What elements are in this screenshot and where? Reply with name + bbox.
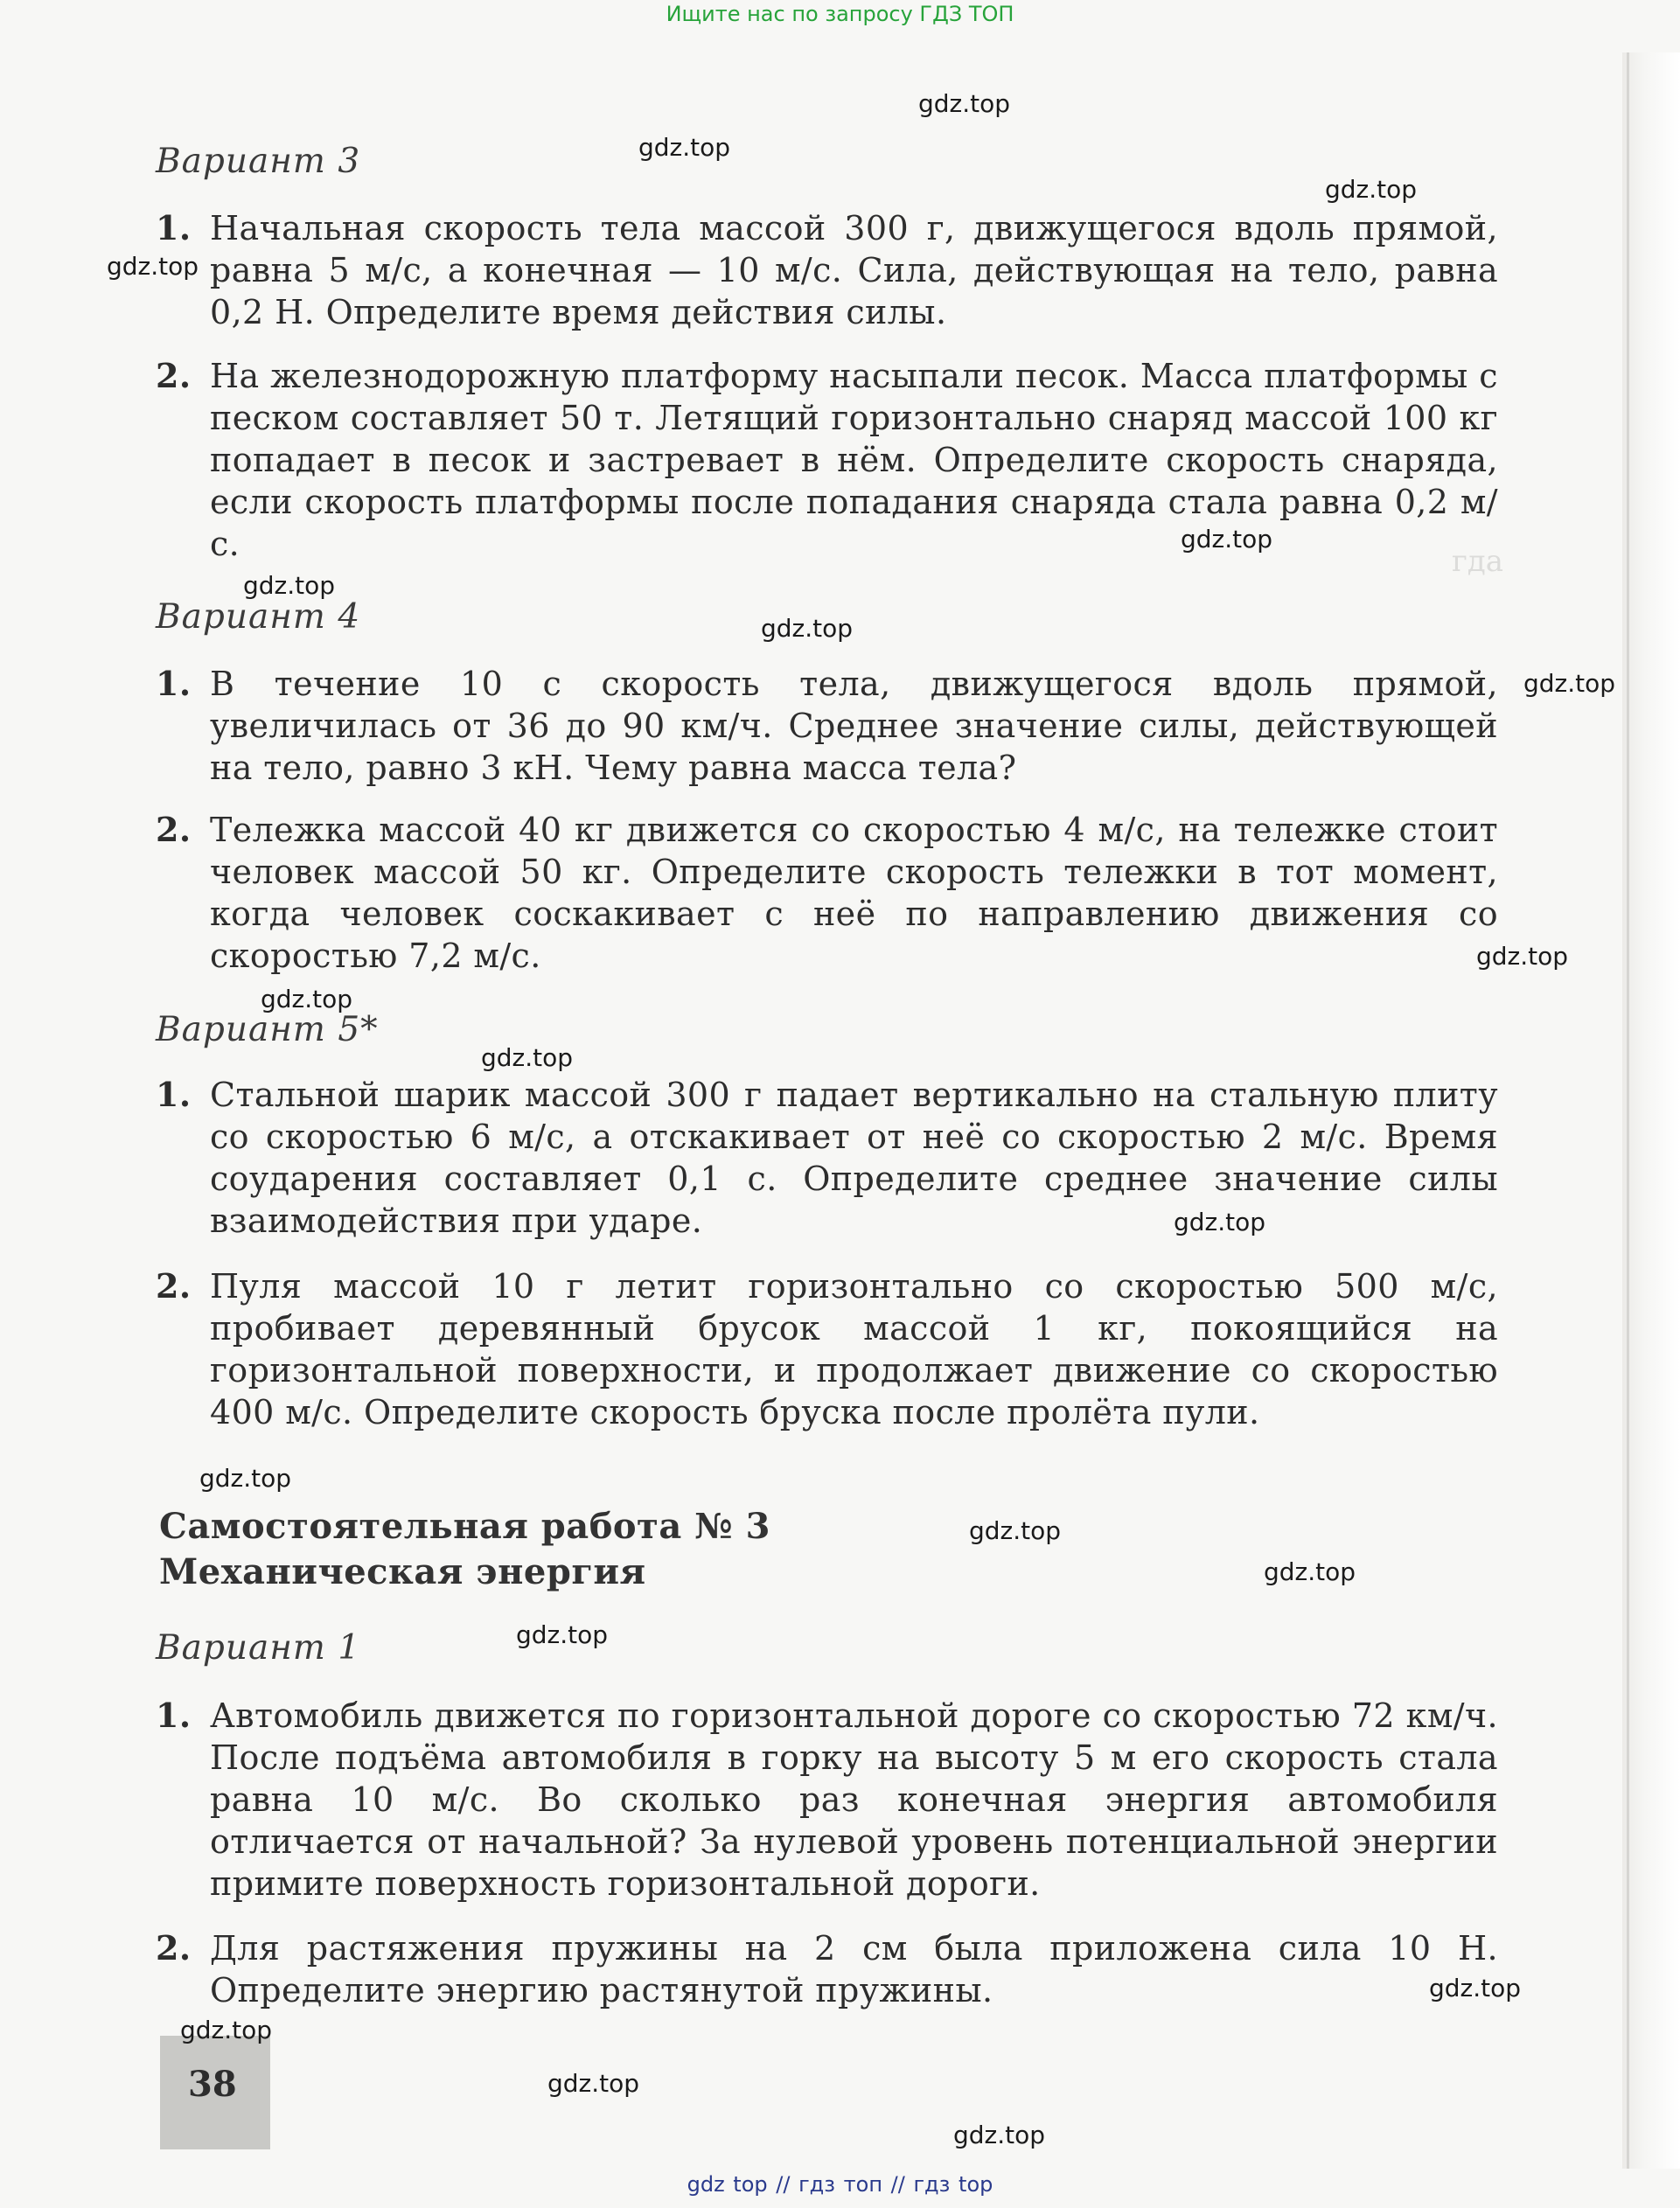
watermark: gdz.top (969, 1516, 1062, 1545)
bottom-banner[interactable]: gdz top // гдз топ // гдз top (687, 2172, 993, 2197)
variant-4-heading: Вариант 4 (156, 597, 361, 637)
task-number: 2. (156, 1266, 192, 1306)
page-number: 38 (188, 2064, 237, 2105)
task-text: Автомобиль движется по горизонтальной дороге со скоростью 72 км/ч. После подъёма автомобиля в горку на высоту 5 м его скорость стала равна 10 м/с. Во сколько раз конечная энергия автомобиля отличается от начальной? За нулевой уровень потенциальной энергии примите поверхность горизонтальной дороги. (210, 1696, 1498, 1903)
watermark: gdz.top (481, 1043, 574, 1072)
watermark: gdz.top (243, 571, 336, 600)
work-task-1 (156, 1695, 1498, 1905)
watermark: gdz.top (918, 89, 1011, 118)
task-number: 2. (156, 810, 192, 849)
watermark: gdz.top (1181, 525, 1273, 554)
task-text: На железнодорожную платформу насыпали песок. Масса платформы с песком составляет 50 т. Летящий горизонтально снаряд массой 100 кг попадает в песок и застревает в нём. Определите скорость снаряда, если скорость платформы после попадания снаряда стала равна 0,2 м/с. (210, 357, 1498, 563)
variant-3-heading: Вариант 3 (156, 142, 361, 181)
top-banner[interactable]: Ищите нас по запросу ГДЗ ТОП (666, 2, 1014, 26)
variant-5-task-1 (156, 1074, 1498, 1242)
page-edge-line (1627, 52, 1629, 2169)
task-text: Пуля массой 10 г летит горизонтально со скоростью 500 м/с, пробивает деревянный брусок массой 1 кг, покоящийся на горизонтальной поверхности, и продолжает движение со скоростью 400 м/с. Определите скорость бруска после пролёта пули. (210, 1267, 1498, 1431)
watermark: gdz.top (547, 2069, 640, 2098)
task-text: В течение 10 с скорость тела, движущегося вдоль прямой, увеличилась от 36 до 90 км/ч. Среднее значение силы, действующей на тело, равно 3 кН. Чему равна масса тела? (210, 665, 1498, 787)
watermark: gdz.top (1476, 942, 1569, 971)
task-number: 2. (156, 1928, 192, 1968)
watermark: gdz.top (261, 985, 353, 1013)
watermark: gdz.top (1325, 175, 1418, 204)
variant-4-task-2 (156, 809, 1498, 977)
work-task-2 (156, 1927, 1498, 2011)
watermark: gdz.top (199, 1464, 292, 1493)
task-text: Стальной шарик массой 300 г падает вертикально на стальную плиту со скоростью 6 м/с, а отскакивает от неё со скоростью 2 м/с. Время соударения составляет 0,1 с. Определите среднее значение силы взаимодействия при ударе. (210, 1076, 1498, 1240)
task-text: Тележка массой 40 кг движется со скоростью 4 м/с, на тележке стоит человек массой 50 кг. Определите скорость тележки в тот момент, когда человек соскакивает с неё по направлению движения со скоростью 7,2 м/с. (210, 811, 1498, 975)
task-number: 2. (156, 356, 192, 395)
watermark: gdz.top (107, 252, 199, 281)
watermark: gdz.top (761, 614, 854, 643)
task-number: 1. (156, 664, 192, 703)
work-variant-1-heading: Вариант 1 (156, 1628, 361, 1668)
work-subtitle: Механическая энергия (159, 1551, 646, 1592)
watermark: gdz.top (1523, 669, 1616, 698)
task-number: 1. (156, 1696, 192, 1735)
variant-3-task-2 (156, 355, 1498, 565)
variant-5-task-2 (156, 1265, 1498, 1433)
watermark: gdz.top (1174, 1208, 1266, 1236)
page-edge-shade (1622, 52, 1680, 2169)
watermark: gdz.top (638, 133, 731, 162)
task-number: 1. (156, 208, 192, 247)
task-text: Для растяжения пружины на 2 см была приложена сила 10 Н. Определите энергию растянутой пружины. (210, 1929, 1498, 2009)
show-through-text: гда (1452, 544, 1504, 579)
watermark: gdz.top (1264, 1557, 1356, 1586)
watermark: gdz.top (953, 2121, 1046, 2149)
work-title: Самостоятельная работа № 3 (159, 1506, 770, 1547)
watermark: gdz.top (516, 1620, 609, 1649)
task-text: Начальная скорость тела массой 300 г, движущегося вдоль прямой, равна 5 м/с, а конечная — 10 м/с. Сила, действующая на тело, равна 0,2 Н. Определите время действия силы. (210, 209, 1498, 331)
watermark: gdz.top (1429, 1974, 1522, 2003)
watermark: gdz.top (180, 2016, 273, 2044)
variant-3-task-1 (156, 207, 1498, 333)
task-number: 1. (156, 1075, 192, 1114)
variant-4-task-1 (156, 663, 1498, 789)
variant-5-heading: Вариант 5* (156, 1010, 379, 1049)
